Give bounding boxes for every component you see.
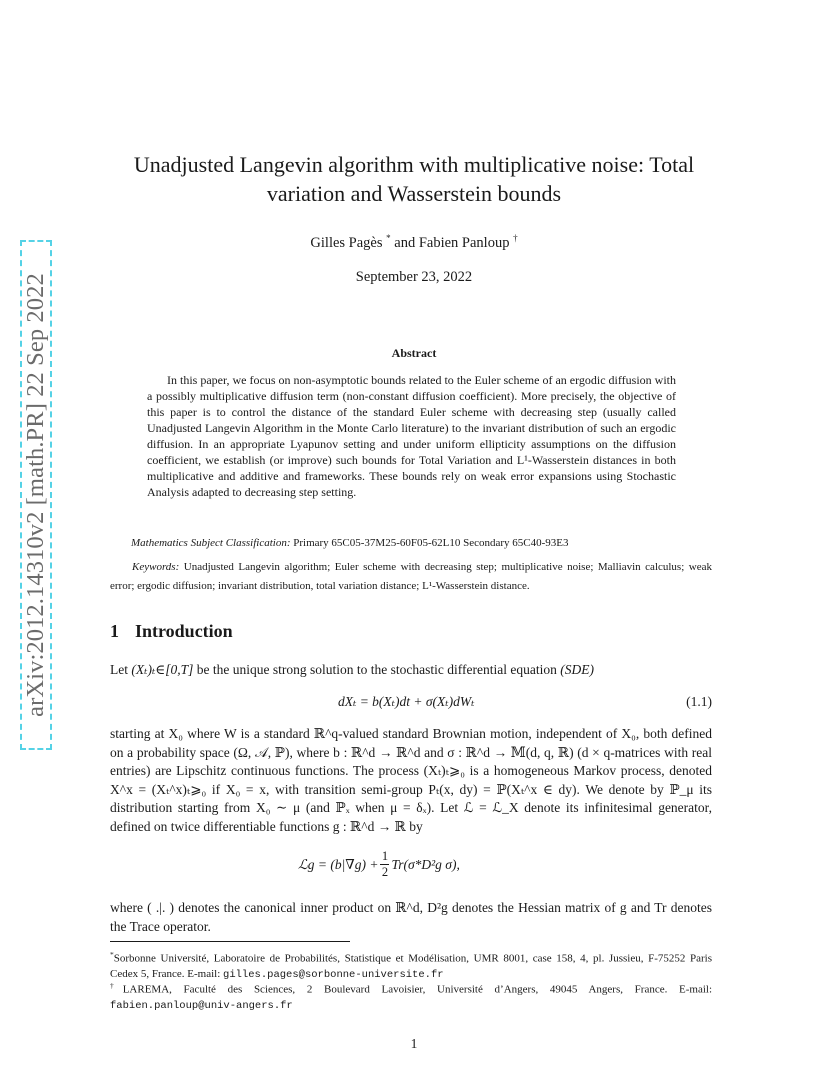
- footnote-2-text: LAREMA, Faculté des Sciences, 2 Boulevard Lavoisier, Université d’Angers, 49045 Angers, France. E-mail:: [122, 983, 713, 996]
- footnote-2: [110, 978, 712, 1015]
- paper-date: September 23, 2022: [355, 269, 473, 285]
- generator-trace-term: Tr(σ*D²g σ),: [391, 856, 460, 872]
- fraction-numerator: 1: [381, 849, 389, 863]
- footnote-1-email[interactable]: gilles.pages@sorbonne-universite.fr: [223, 969, 444, 982]
- footnote-1-text: Sorbonne Université, Laboratoire de Probabilités, Statistique et Modélisation, UMR 8001, case 158, 4, pl. Jussieu, F-75252 Paris Cedex 5, France. E-mail:: [110, 952, 712, 981]
- author-2-footnote-mark: †: [513, 233, 518, 243]
- footnote-2-mark: †: [110, 981, 123, 990]
- author-1: Gilles Pagès: [310, 234, 383, 251]
- section-title: Introduction: [135, 621, 233, 641]
- equation-1-1-expression: dXₜ = b(Xₜ)dt + σ(Xₜ)dWₜ: [338, 694, 475, 709]
- generator-lhs: ℒg = (b|∇g) +: [298, 856, 379, 872]
- keywords: [110, 558, 712, 596]
- paragraph-2: starting at X₀ where W is a standard ℝ^q-valued standard Brownian motion, independent of X₀, both defined on a probability space (Ω, 𝒜, ℙ), where b : ℝ^d → ℝ^d and σ : ℝ^d → 𝕄(d, q, ℝ) (d × q-matrices with real entries) are Lipschitz continuous functions. The process (Xₜ)ₜ⩾₀ is a homogeneous Markov process, denoted X^x = (Xₜ^x)ₜ⩾₀ if X₀ = x, with transition semi-group Pₜ(x, dy) = ℙ(Xₜ^x ∈ dy). We denote by ℙ_μ its distribution starting from X₀ ∼ μ (and ℙₓ when μ = δₓ). Let ℒ = ℒ_X denote its infinitesimal generator, defined on twice differentiable functions g : ℝ^d → ℝ by: [110, 726, 712, 834]
- equation-1-1-number: (1.1): [686, 694, 712, 709]
- abstract-heading: Abstract: [391, 346, 437, 360]
- keywords-text: Unadjusted Langevin algorithm; Euler scheme with decreasing step; multiplicative noise; Malliavin calculus; weak error; ergodic diffusion; invariant distribution, total variation distance; L¹-Wasserstein distance.: [110, 561, 712, 592]
- msc-codes: Primary 65C05-37M25-60F05-62L10 Secondary 65C40-93E3: [293, 537, 569, 549]
- abstract-text: In this paper, we focus on non-asymptotic bounds related to the Euler scheme of an ergodic diffusion with a possibly multiplicative diffusion term (non-constant diffusion coefficient). More precisely, the objective of this paper is to control the distance of the standard Euler scheme with decreasing step (usually called Unadjusted Langevin Algorithm in the Monte Carlo literature) to the invariant distribution of such an ergodic diffusion. In an appropriate Lyapunov setting and under uniform ellipticity assumptions on the diffusion coefficient, we establish (or improve) such bounds for Total Variation and L¹-Wasserstein distances in both multiplicative and additive and frameworks. These bounds rely on weak error expansions using Stochastic Analysis adapted to decreasing step setting.: [147, 373, 676, 499]
- msc-label: Mathematics Subject Classification:: [131, 537, 291, 549]
- author-2: Fabien Panloup: [418, 234, 510, 251]
- arxiv-identifier: arXiv:2012.14310v2 [math.PR] 22 Sep 2022: [22, 273, 49, 717]
- title-line-2: variation and Wasserstein bounds: [266, 181, 562, 206]
- paper-title: [100, 150, 728, 208]
- paragraph-1: [110, 661, 712, 680]
- paragraph-3: where ( .|. ) denotes the canonical inner product on ℝ^d, D²g denotes the Hessian matrix of g and Tr denotes the Trace operator.: [110, 900, 712, 934]
- footnote-rule: [110, 941, 350, 942]
- page-number: 1: [410, 1036, 418, 1051]
- generator-equation: [298, 850, 460, 879]
- section-heading: [110, 621, 233, 642]
- p1-text-a: Let: [110, 662, 128, 677]
- p1-sde: (SDE): [560, 662, 594, 677]
- footnote-1-mark: *: [110, 950, 114, 959]
- author-1-footnote-mark: *: [386, 233, 391, 243]
- msc-line: [131, 537, 711, 549]
- title-line-1: Unadjusted Langevin algorithm with multiplicative noise: Total: [133, 152, 695, 177]
- fraction-denominator: 2: [381, 865, 389, 879]
- section-number: 1: [110, 621, 119, 641]
- authors: [100, 233, 728, 252]
- one-half-fraction: [380, 850, 389, 879]
- arxiv-stamp: [20, 240, 52, 750]
- keywords-label: Keywords:: [132, 561, 180, 573]
- p1-text-b: be the unique strong solution to the stochastic differential equation: [196, 662, 557, 677]
- p1-process: (Xₜ)ₜ∈[0,T]: [131, 662, 194, 677]
- author-and: and: [394, 234, 416, 251]
- footnote-2-email[interactable]: fabien.panloup@univ-angers.fr: [110, 1000, 293, 1013]
